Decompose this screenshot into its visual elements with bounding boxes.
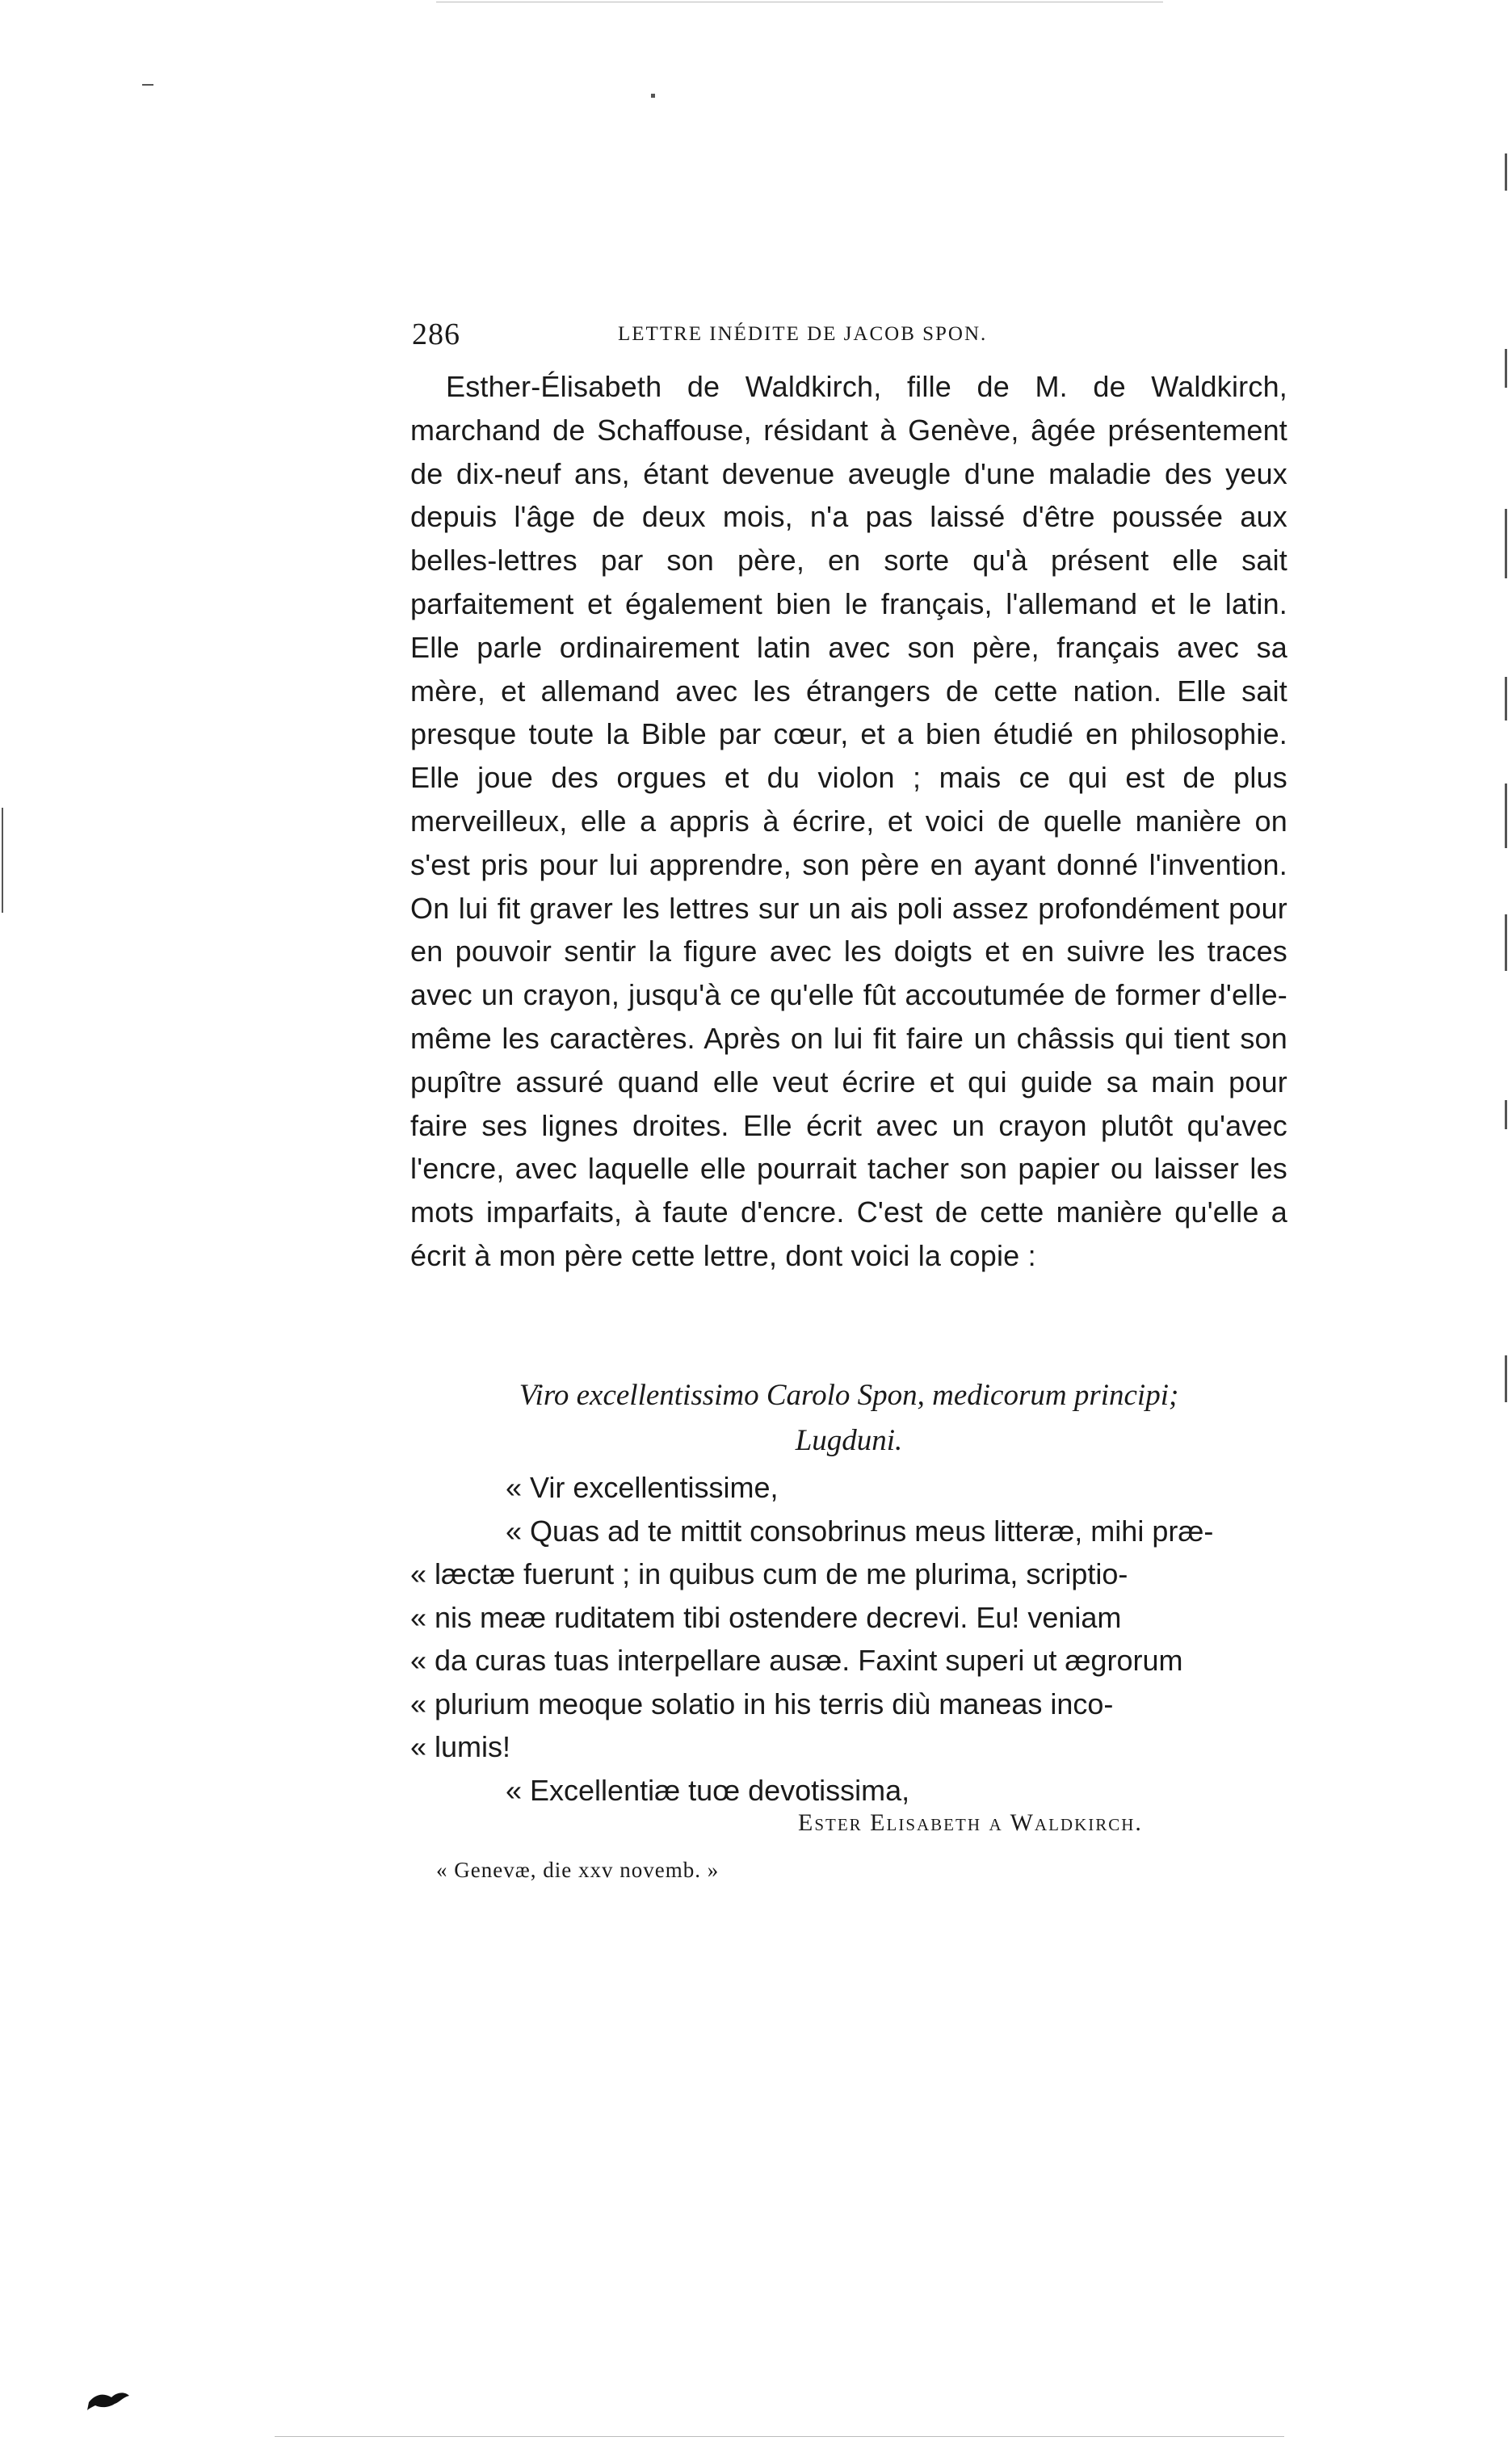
- letter-dateline: « Genevæ, die xxv novemb. »: [436, 1858, 720, 1882]
- letter-address: [410, 1373, 1287, 1464]
- scan-mark: [1505, 1100, 1507, 1129]
- letter-closing: « Excellentiæ tuœ devotissima,: [506, 1773, 910, 1807]
- scan-mark: [142, 84, 153, 86]
- scan-mark: [1505, 153, 1507, 191]
- running-head: LETTRE INÉDITE DE JACOB SPON.: [618, 323, 988, 345]
- letter-line: « nis meæ ruditatem tibi ostendere decrevi. Eu! veniam: [410, 1600, 1122, 1634]
- letter-signature: Ester Elisabeth a Waldkirch.: [798, 1809, 1143, 1836]
- letter-line: « plurium meoque solatio in his terris diù maneas inco-: [410, 1687, 1114, 1720]
- letter-line: « Quas ad te mittit consobrinus meus litteræ, mihi præ-: [506, 1514, 1214, 1548]
- scan-mark: [1505, 1355, 1507, 1402]
- letter-line: « lumis!: [410, 1730, 511, 1763]
- scan-mark: [2, 808, 3, 913]
- scan-mark: [1505, 914, 1507, 971]
- letter-body: [410, 1466, 1287, 1812]
- page-number: 286: [412, 317, 460, 351]
- bottom-ornament-icon: [87, 2389, 131, 2412]
- scan-mark: [1505, 783, 1507, 848]
- letter-line: « da curas tuas interpellare ausæ. Faxint superi ut ægrorum: [410, 1644, 1183, 1677]
- scan-edge-line: [275, 2436, 1284, 2437]
- letter-line: « læctæ fuerunt ; in quibus cum de me plurima, scriptio-: [410, 1557, 1128, 1590]
- body-paragraph: Esther-Élisabeth de Waldkirch, fille de M. de Waldkirch, marchand de Schaffouse, résidant à Genève, âgée présentement de dix-neuf ans, étant devenue aveugle d'une maladie des yeux depuis l'âge de deux mois, n'a pas laissé d'être poussée aux belles-lettres par son père, en sorte qu'à présent elle sait parfaitement et également bien le français, l'allemand et le latin. Elle parle ordinairement latin avec son père, français avec sa mère, et allemand avec les étrangers de cette nation. Elle sait presque toute la Bible par cœur, et a bien étudié en philosophie. Elle joue des orgues et du violon ; mais ce qui est de plus merveilleux, elle a appris à écrire, et voici de quelle manière on s'est pris pour lui apprendre, son père en ayant donné l'invention. On lui fit graver les lettres sur un ais poli assez profondément pour en pouvoir sentir la figure avec les doigts et en suivre les traces avec un crayon, jusqu'à ce qu'elle fût accoutumée de former d'elle-même les caractères. Après on lui fit faire un châssis qui tient son pupître assuré quand elle veut écrire et qui guide sa main pour faire ses lignes droites. Elle écrit avec un crayon plutôt qu'avec l'encre, avec laquelle elle pourrait tacher son papier ou laisser les mots imparfaits, à faute d'encre. C'est de cette manière qu'elle a écrit à mon père cette lettre, dont voici la copie :: [410, 370, 1287, 1272]
- letter-greeting: « Vir excellentissime,: [506, 1471, 779, 1504]
- page-header: [412, 317, 1260, 357]
- address-line-city: Lugduni.: [795, 1424, 903, 1457]
- scan-mark: [651, 94, 655, 98]
- scan-mark: [1505, 677, 1507, 720]
- scan-mark: [1505, 349, 1507, 388]
- scan-mark: [1505, 509, 1507, 578]
- address-line-recipient: Viro excellentissimo Carolo Spon, medicorum principi;: [519, 1379, 1179, 1412]
